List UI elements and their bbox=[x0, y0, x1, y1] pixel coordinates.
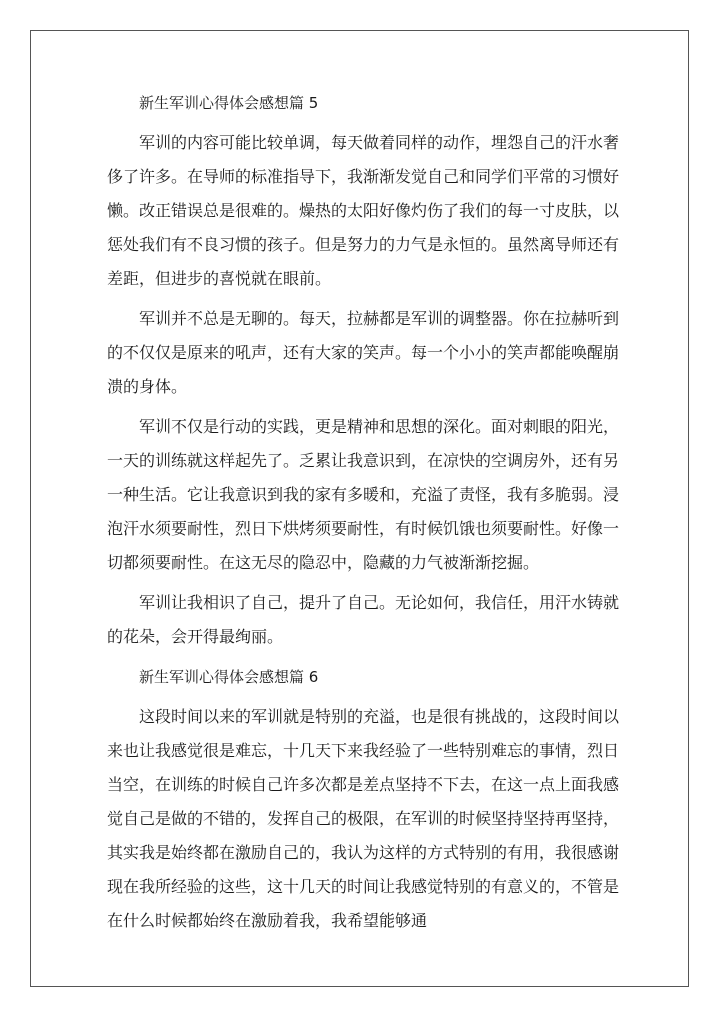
section-6 bbox=[107, 660, 619, 938]
paragraph: 这段时间以来的军训就是特别的充溢，也是很有挑战的，这段时间以来也让我感觉很是难忘，十几天下来我经验了一些特别难忘的事情，烈日当空，在训练的时候自己许多次都是差点坚持不下去，在这一点上面我感觉自己是做的不错的，发挥自己的极限，在军训的时候坚持坚持再坚持，其实我是始终都在激励自己的，我认为这样的方式特别的有用，我很感谢现在我所经验的这些，这十几天的时间让我感觉特别的有意义的，不管是在什么时候都始终在激励着我，我希望能够通 bbox=[107, 707, 620, 930]
paragraph: 军训并不总是无聊的。每天，拉赫都是军训的调整器。你在拉赫听到的不仅仅是原来的吼声，还有大家的笑声。每一个小小的笑声都能唤醒崩溃的身体。 bbox=[107, 309, 620, 396]
paragraph: 军训不仅是行动的实践，更是精神和思想的深化。面对刺眼的阳光，一天的训练就这样起先了。乏累让我意识到，在凉快的空调房外，还有另一种生活。它让我意识到我的家有多暖和，充溢了责怪，我有多脆弱。浸泡汗水须要耐性，烈日下烘烤须要耐性，有时候饥饿也须要耐性。好像一切都须要耐性。在这无尽的隐忍中，隐藏的力气被渐渐挖掘。 bbox=[107, 417, 620, 572]
section-heading: 新生军训心得体会感想篇 6 bbox=[139, 668, 319, 686]
section-5 bbox=[107, 86, 619, 654]
paragraph: 军训让我相识了自己，提升了自己。无论如何，我信任，用汗水铸就的花朵，会开得最绚丽。 bbox=[107, 593, 620, 646]
section-heading: 新生军训心得体会感想篇 5 bbox=[139, 94, 319, 112]
paragraph: 军训的内容可能比较单调，每天做着同样的动作，埋怨自己的汗水奢侈了许多。在导师的标准指导下，我渐渐发觉自己和同学们平常的习惯好懒。改正错误总是很难的。燥热的太阳好像灼伤了我们的每一寸皮肤，以惩处我们有不良习惯的孩子。但是努力的力气是永恒的。虽然离导师还有差距，但进步的喜悦就在眼前。 bbox=[107, 133, 620, 288]
document-body bbox=[107, 86, 619, 944]
